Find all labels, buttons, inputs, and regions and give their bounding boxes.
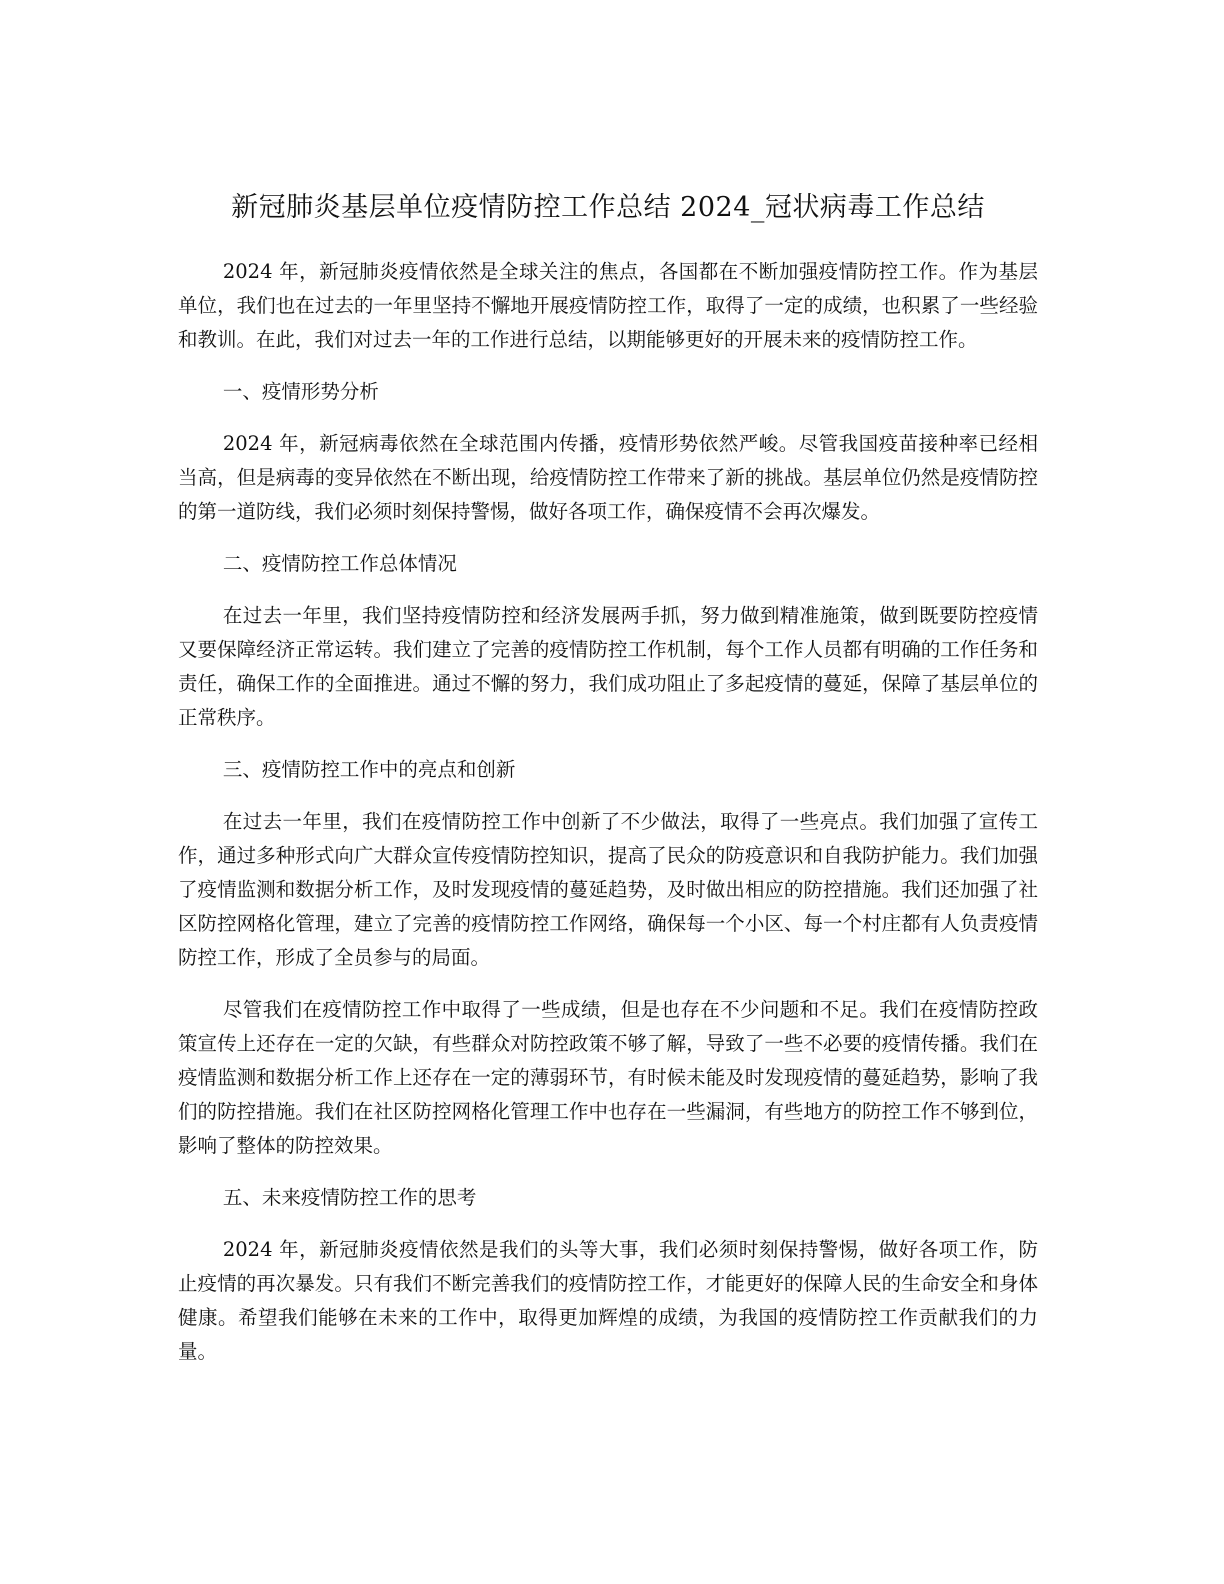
body-paragraph: 2024 年，新冠肺炎疫情依然是我们的头等大事，我们必须时刻保持警惕，做好各项工作，防止疫情的再次暴发。只有我们不断完善我们的疫情防控工作，才能更好的保障人民的生命安全和身体健康。希望我们能够在未来的工作中，取得更加辉煌的成绩，为我国的疫情防控工作贡献我们的力量。 <box>178 1238 1038 1363</box>
body-paragraph: 2024 年，新冠病毒依然在全球范围内传播，疫情形势依然严峻。尽管我国疫苗接种率已经相当高，但是病毒的变异依然在不断出现，给疫情防控工作带来了新的挑战。基层单位仍然是疫情防控的第一道防线，我们必须时刻保持警惕，做好各项工作，确保疫情不会再次爆发。 <box>178 432 1038 523</box>
body-paragraph: 在过去一年里，我们坚持疫情防控和经济发展两手抓，努力做到精准施策，做到既要防控疫情又要保障经济正常运转。我们建立了完善的疫情防控工作机制，每个工作人员都有明确的工作任务和责任，确保工作的全面推进。通过不懈的努力，我们成功阻止了多起疫情的蔓延，保障了基层单位的正常秩序。 <box>178 604 1038 729</box>
document-page <box>178 178 1038 1387</box>
body-paragraph: 2024 年，新冠肺炎疫情依然是全球关注的焦点，各国都在不断加强疫情防控工作。作为基层单位，我们也在过去的一年里坚持不懈地开展疫情防控工作，取得了一定的成绩，也积累了一些经验和教训。在此，我们对过去一年的工作进行总结，以期能够更好的开展未来的疫情防控工作。 <box>178 260 1038 351</box>
document-body <box>178 255 1038 1369</box>
section-heading: 二、疫情防控工作总体情况 <box>222 552 457 575</box>
section-heading: 一、疫情形势分析 <box>222 380 379 403</box>
document-title: 新冠肺炎基层单位疫情防控工作总结 2024_冠状病毒工作总结 <box>231 192 985 223</box>
section-heading: 三、疫情防控工作中的亮点和创新 <box>222 758 516 781</box>
section-heading: 五、未来疫情防控工作的思考 <box>222 1186 477 1209</box>
body-paragraph: 在过去一年里，我们在疫情防控工作中创新了不少做法，取得了一些亮点。我们加强了宣传工作，通过多种形式向广大群众宣传疫情防控知识，提高了民众的防疫意识和自我防护能力。我们加强了疫情监测和数据分析工作，及时发现疫情的蔓延趋势，及时做出相应的防控措施。我们还加强了社区防控网格化管理，建立了完善的疫情防控工作网络，确保每一个小区、每一个村庄都有人负责疫情防控工作，形成了全员参与的局面。 <box>178 810 1038 969</box>
body-paragraph: 尽管我们在疫情防控工作中取得了一些成绩，但是也存在不少问题和不足。我们在疫情防控政策宣传上还存在一定的欠缺，有些群众对防控政策不够了解，导致了一些不必要的疫情传播。我们在疫情监测和数据分析工作上还存在一定的薄弱环节，有时候未能及时发现疫情的蔓延趋势，影响了我们的防控措施。我们在社区防控网格化管理工作中也存在一些漏洞，有些地方的防控工作不够到位，影响了整体的防控效果。 <box>178 998 1038 1157</box>
